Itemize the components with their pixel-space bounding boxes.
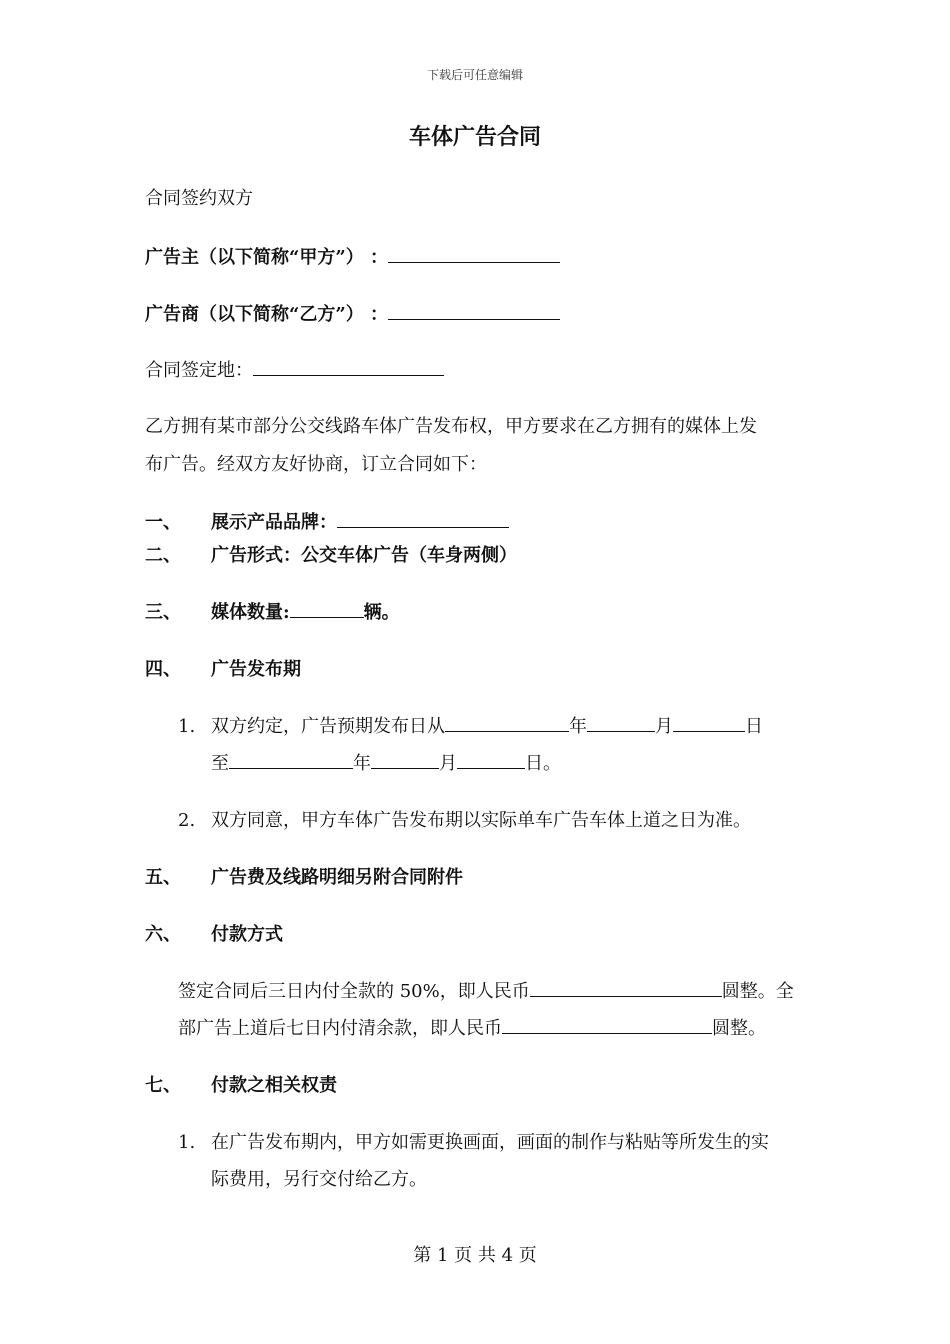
period-item-2 xyxy=(178,806,751,832)
month-label-2: 月 xyxy=(439,753,457,774)
section-1-text: 展示产品品牌： xyxy=(211,512,337,533)
period-item-2-number: 2. xyxy=(178,810,196,831)
section-3-text: 媒体数量: xyxy=(211,602,290,623)
year-label-2: 年 xyxy=(353,753,371,774)
quantity-blank xyxy=(290,599,364,618)
section-5-number: 五、 xyxy=(145,867,181,888)
payment-line-2 xyxy=(178,1014,766,1040)
section-3 xyxy=(145,598,400,624)
section-2-number: 二、 xyxy=(145,545,181,566)
section-2 xyxy=(145,541,517,567)
period-item-1-line-1 xyxy=(178,712,763,738)
section-7-text: 付款之相关权责 xyxy=(211,1075,337,1096)
sign-place-blank xyxy=(253,357,444,376)
rights-item-1-number: 1. xyxy=(178,1132,196,1153)
section-7 xyxy=(145,1071,337,1097)
section-5-text: 广告费及线路明细另附合同附件 xyxy=(211,867,463,888)
sign-place-line xyxy=(145,356,444,382)
payment-line-1-text: 签定合同后三日内付全款的 50%，即人民币 xyxy=(178,981,530,1002)
rights-item-1-text: 在广告发布期内，甲方如需更换画面，画面的制作与粘贴等所发生的实 xyxy=(211,1132,769,1153)
parties-heading: 合同签约双方 xyxy=(145,188,253,209)
day-label-2: 日。 xyxy=(525,753,561,774)
section-4 xyxy=(145,655,301,681)
section-3-number: 三、 xyxy=(145,602,181,623)
to-label: 至 xyxy=(211,753,229,774)
period-item-1-text: 双方约定，广告预期发布日从 xyxy=(211,716,445,737)
section-6 xyxy=(145,920,283,946)
payment-line-2-suffix: 圆整。 xyxy=(712,1018,766,1039)
first-payment-blank xyxy=(530,978,722,997)
period-item-1-line-2 xyxy=(211,749,561,775)
document-title: 车体广告合同 xyxy=(408,124,541,150)
payment-line-1 xyxy=(178,977,794,1003)
party-a-blank xyxy=(388,244,560,263)
section-1-number: 一、 xyxy=(145,512,181,533)
payment-line-2-text: 部广告上道后七日内付清余款，即人民币 xyxy=(178,1018,502,1039)
rights-item-1-line-2: 际费用，另行交付给乙方。 xyxy=(211,1169,427,1190)
section-4-number: 四、 xyxy=(145,659,181,680)
section-6-text: 付款方式 xyxy=(211,924,283,945)
end-year-blank xyxy=(229,750,353,769)
party-b-blank xyxy=(388,301,560,320)
intro-line-1: 乙方拥有某市部分公交线路车体广告发布权，甲方要求在乙方拥有的媒体上发 xyxy=(145,416,757,437)
page-footer: 第 1 页 共 4 页 xyxy=(413,1245,537,1266)
sign-place-label: 合同签定地： xyxy=(145,360,253,381)
end-day-blank xyxy=(457,750,525,769)
section-2-text: 广告形式：公交车体广告（车身两侧） xyxy=(211,545,517,566)
section-6-number: 六、 xyxy=(145,924,181,945)
day-label: 日 xyxy=(745,716,763,737)
party-b-line xyxy=(145,300,560,326)
period-item-2-text: 双方同意，甲方车体广告发布期以实际单车广告车体上道之日为准。 xyxy=(211,810,751,831)
section-7-number: 七、 xyxy=(145,1075,181,1096)
party-a-line xyxy=(145,243,560,269)
period-item-1-number: 1. xyxy=(178,716,196,737)
month-label: 月 xyxy=(655,716,673,737)
page-header: 下载后可任意编辑 xyxy=(426,68,523,82)
start-month-blank xyxy=(587,713,655,732)
party-b-label: 广告商（以下简称“乙方”） ： xyxy=(145,304,388,325)
section-4-text: 广告发布期 xyxy=(211,659,301,680)
brand-blank xyxy=(337,509,509,528)
year-label: 年 xyxy=(569,716,587,737)
end-month-blank xyxy=(371,750,439,769)
party-a-label: 广告主（以下简称“甲方”） ： xyxy=(145,247,388,268)
start-year-blank xyxy=(445,713,569,732)
section-5 xyxy=(145,863,463,889)
section-1 xyxy=(145,508,509,534)
rights-item-1-line-1 xyxy=(178,1128,769,1154)
balance-payment-blank xyxy=(502,1015,712,1034)
start-day-blank xyxy=(673,713,745,732)
intro-line-2: 布广告。经双方友好协商，订立合同如下： xyxy=(145,454,487,475)
section-3-suffix: 辆。 xyxy=(363,602,400,623)
payment-line-1-suffix: 圆整。全 xyxy=(721,981,794,1002)
